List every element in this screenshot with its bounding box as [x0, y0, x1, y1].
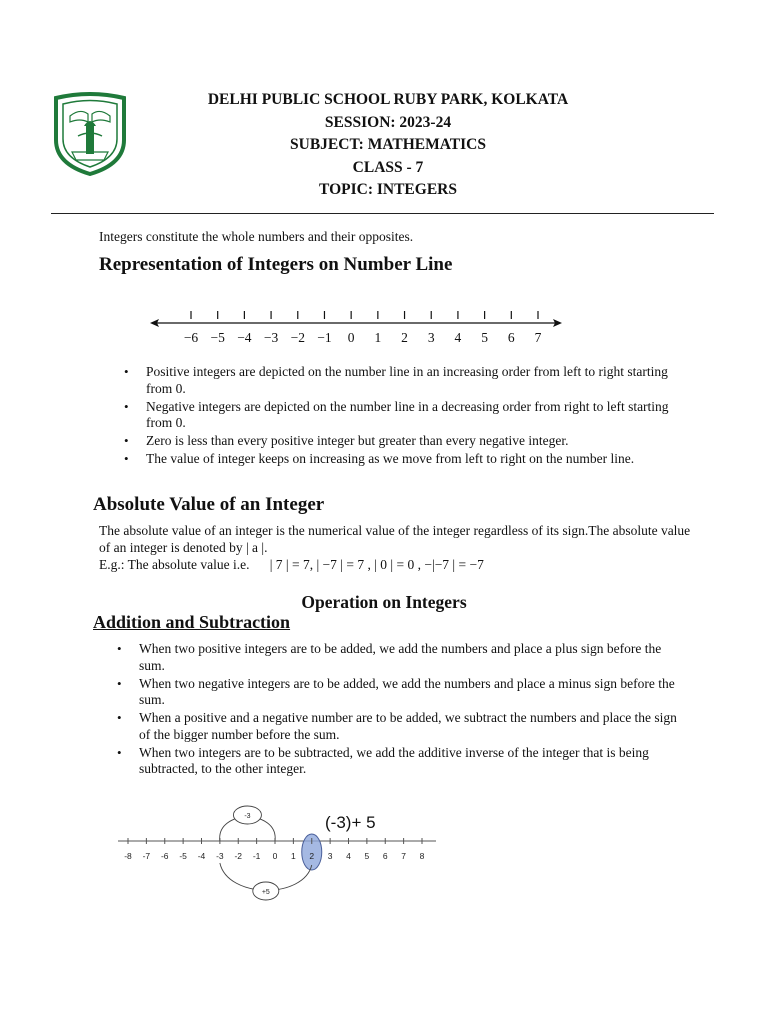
operations-heading: Operation on Integers: [301, 592, 467, 612]
number-line-label: −1: [317, 330, 332, 345]
operations-bullets: [114, 641, 684, 779]
number-line-label: 4: [454, 330, 462, 345]
topic: TOPIC: INTEGERS: [319, 181, 457, 198]
bullet-item: • When two negative integers are to be added, we add the numbers and place a minus sign before the sum.: [114, 676, 684, 709]
diagram-tick-label: -6: [160, 851, 169, 861]
diagram-tick-label: -2: [234, 851, 243, 861]
number-line-label: 7: [534, 330, 542, 345]
bullet-item: • Positive integers are depicted on the number line in an increasing order from left to right starting from 0.: [121, 364, 681, 397]
school-name: DELHI PUBLIC SCHOOL RUBY PARK, KOLKATA: [207, 91, 569, 108]
number-line-label: 2: [401, 330, 408, 345]
diagram-tick-label: 7: [401, 851, 406, 861]
absolute-value-example: E.g.: The absolute value i.e. | 7 | = 7, | −7 | = 7 , | 0 | = 0 , −|−7 | = −7: [99, 557, 484, 572]
number-line: [140, 306, 580, 348]
bullet-item: • Zero is less than every positive integer but greater than every negative integer.: [121, 433, 681, 450]
header-divider: [51, 213, 714, 214]
bullet-item: • When two integers are to be subtracted, we add the additive inverse of the integer that is being subtracted, to the other integer.: [114, 745, 684, 778]
bullet-item: • When a positive and a negative number are to be added, we subtract the numbers and place the sign of the bigger number before the sum.: [114, 710, 684, 743]
diagram-tick-label: 6: [382, 851, 388, 861]
class-label: CLASS - 7: [352, 158, 424, 176]
session: SESSION: 2023-24: [324, 113, 452, 131]
jump-label-minus-3: -3: [244, 813, 251, 820]
absolute-value-heading: Absolute Value of an Integer: [93, 494, 325, 515]
diagram-tick-label: -7: [142, 851, 151, 861]
addition-number-line-diagram: [110, 800, 450, 910]
bullet-item: • Negative integers are depicted on the number line in a decreasing order from right to left starting from 0.: [121, 399, 681, 432]
document-header: [0, 89, 768, 202]
diagram-tick-label: 1: [291, 851, 296, 861]
number-line-label: −2: [290, 330, 305, 345]
diagram-tick-label: 5: [364, 851, 370, 861]
number-line-label: 0: [347, 330, 355, 345]
diagram-title: (-3)+ 5: [325, 813, 376, 832]
absolute-value-text: The absolute value of an integer is the numerical value of the integer regardless of its sign.The absolute value of an integer is denoted by | a |.: [99, 523, 691, 555]
diagram-tick-label: 4: [346, 851, 351, 861]
diagram-tick-label: -8: [124, 851, 132, 861]
jump-label-plus-5: +5: [261, 889, 270, 896]
diagram-tick-label: -5: [179, 851, 187, 861]
diagram-tick-label: 2: [309, 851, 315, 861]
number-line-label: 6: [507, 330, 515, 345]
number-line-label: 5: [481, 330, 488, 345]
diagram-tick-label: 0: [272, 851, 278, 861]
number-line-label: 1: [374, 330, 382, 345]
diagram-tick-label: 3: [327, 851, 333, 861]
number-line-label: −5: [210, 330, 225, 345]
subject: SUBJECT: MATHEMATICS: [290, 136, 486, 153]
diagram-tick-label: -3: [216, 851, 224, 861]
diagram-tick-label: -4: [197, 851, 206, 861]
diagram-tick-label: -1: [252, 851, 261, 861]
intro-text: Integers constitute the whole numbers and their opposites.: [99, 229, 414, 244]
representation-heading: Representation of Integers on Number Line: [99, 254, 453, 275]
number-line-label: −4: [237, 330, 252, 345]
number-line-label: −3: [263, 330, 279, 345]
diagram-tick-label: 8: [419, 851, 425, 861]
number-line-label: −6: [183, 330, 199, 345]
number-line-label: 3: [427, 330, 435, 345]
addition-subtraction-heading: Addition and Subtraction: [93, 612, 291, 632]
bullet-item: • The value of integer keeps on increasing as we move from left to right on the number line.: [121, 451, 681, 468]
bullet-item: • When two positive integers are to be added, we add the numbers and place a plus sign before the sum.: [114, 641, 684, 674]
representation-bullets: [121, 364, 681, 469]
